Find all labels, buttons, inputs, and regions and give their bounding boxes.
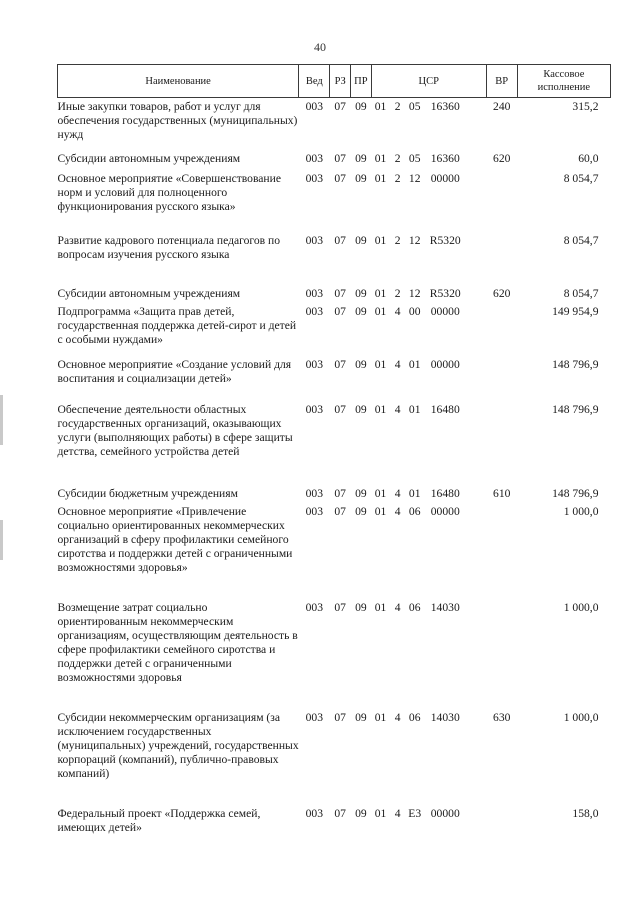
row-name: Основное мероприятие «Совершенствование норм и условий для полноценного функционирования русского языка»	[57, 171, 281, 213]
row-csr-program: 01	[374, 304, 387, 318]
row-amount: 8 054,7	[563, 171, 599, 185]
row-spacer	[466, 711, 486, 807]
row-csr-program: 01	[374, 600, 387, 614]
row-vr	[486, 807, 517, 857]
row-name: Субсидии некоммерческим организациям (за исключением государственных (муниципальных) учреждений, государственных корпораций (компаний), публично-правовых компаний)	[57, 710, 299, 780]
row-csr-subprogram: 2	[394, 286, 401, 300]
row-spacer	[466, 287, 486, 305]
row-name: Подпрограмма «Защита прав детей, государственная поддержка детей-сирот и детей с особыми нуждами»	[57, 304, 297, 346]
row-rz: 07	[334, 402, 346, 416]
row-csr-event: Е3	[408, 806, 422, 820]
row-spacer	[466, 172, 486, 234]
row-csr-direction: R5320	[429, 286, 461, 300]
row-csr-program: 01	[374, 504, 387, 518]
row-name: Обеспечение деятельности областных государственных организаций, оказывающих услуги (выполняющих работы) в сфере защиты детства, семейного устройства детей	[57, 402, 293, 458]
row-pr: 09	[355, 806, 367, 820]
row-amount: 8 054,7	[563, 286, 599, 300]
row-vr: 630	[493, 710, 511, 724]
row-name: Основное мероприятие «Привлечение социально ориентированных некоммерческих организаций в сферу профилактики семейного сиротства и поддержки детей с ограниченными возможностями здоровья»	[57, 504, 293, 574]
row-csr-program: 01	[374, 100, 387, 113]
row-csr-direction: 16480	[430, 486, 460, 500]
row-ved: 003	[305, 806, 323, 820]
row-ved: 003	[305, 233, 323, 247]
table-row	[58, 234, 611, 287]
row-rz: 07	[334, 357, 346, 371]
row-name: Иные закупки товаров, работ и услуг для обеспечения государственных (муниципальных) нужд	[57, 100, 298, 141]
row-spacer	[466, 358, 486, 403]
row-name: Субсидии автономным учреждениям	[57, 151, 241, 165]
header-amount: Кассовое исполнение	[517, 65, 610, 98]
row-ved: 003	[305, 402, 323, 416]
row-vr: 240	[493, 100, 511, 113]
row-rz: 07	[334, 600, 346, 614]
row-amount: 158,0	[572, 806, 599, 820]
table-row	[58, 487, 611, 505]
row-csr-subprogram: 2	[394, 171, 401, 185]
row-amount: 1 000,0	[563, 504, 599, 518]
header-name: Наименование	[58, 65, 299, 98]
row-vr: 610	[493, 486, 511, 500]
row-csr-subprogram: 4	[394, 304, 401, 318]
row-ved: 003	[305, 100, 323, 113]
row-csr-subprogram: 4	[394, 600, 401, 614]
page-number: 40	[314, 40, 326, 54]
header-csr: ЦСР	[371, 65, 486, 98]
row-csr-event: 12	[408, 286, 421, 300]
scan-edge-mark	[0, 520, 3, 560]
row-csr-direction: 14030	[430, 710, 460, 724]
row-vr: 620	[493, 286, 511, 300]
row-pr: 09	[355, 402, 367, 416]
row-csr-event: 00	[408, 304, 421, 318]
table-row	[58, 172, 611, 234]
row-ved: 003	[305, 171, 323, 185]
table-row	[58, 711, 611, 807]
row-amount: 60,0	[578, 151, 599, 165]
row-name: Субсидии бюджетным учреждениям	[57, 486, 238, 500]
row-csr-event: 01	[408, 402, 421, 416]
row-rz: 07	[334, 286, 346, 300]
row-amount: 148 796,9	[552, 357, 599, 371]
row-vr	[486, 234, 517, 287]
row-ved: 003	[305, 486, 323, 500]
row-vr	[486, 403, 517, 487]
row-amount: 148 796,9	[552, 402, 599, 416]
row-csr-program: 01	[374, 486, 387, 500]
row-vr	[486, 172, 517, 234]
row-spacer	[466, 98, 486, 152]
row-pr: 09	[355, 710, 367, 724]
row-amount: 148 796,9	[552, 486, 599, 500]
row-csr-direction: 00000	[430, 504, 460, 518]
row-pr: 09	[355, 600, 367, 614]
row-pr: 09	[355, 504, 367, 518]
row-rz: 07	[334, 233, 346, 247]
row-csr-program: 01	[374, 357, 387, 371]
row-csr-subprogram: 4	[394, 710, 401, 724]
row-amount: 315,2	[572, 100, 599, 113]
row-csr-subprogram: 2	[394, 151, 401, 165]
row-rz: 07	[334, 710, 346, 724]
table-row	[58, 98, 611, 152]
row-ved: 003	[305, 600, 323, 614]
row-spacer	[466, 487, 486, 505]
row-csr-program: 01	[374, 806, 387, 820]
row-ved: 003	[305, 357, 323, 371]
row-ved: 003	[305, 504, 323, 518]
row-rz: 07	[334, 304, 346, 318]
row-name: Субсидии автономным учреждениям	[57, 286, 241, 300]
table-header-row	[58, 65, 611, 98]
row-amount: 1 000,0	[563, 600, 599, 614]
row-csr-direction: 16360	[430, 100, 460, 113]
row-pr: 09	[355, 286, 367, 300]
row-vr	[486, 505, 517, 601]
table-row	[58, 807, 611, 857]
row-csr-direction: 00000	[430, 357, 460, 371]
budget-execution-table	[57, 64, 611, 857]
row-spacer	[466, 305, 486, 358]
row-spacer	[466, 601, 486, 711]
row-csr-direction: 00000	[430, 304, 460, 318]
row-rz: 07	[334, 806, 346, 820]
row-spacer	[466, 234, 486, 287]
scan-edge-mark	[0, 395, 3, 445]
row-csr-program: 01	[374, 402, 387, 416]
row-amount: 149 954,9	[552, 304, 599, 318]
table-row	[58, 403, 611, 487]
row-vr	[486, 358, 517, 403]
row-pr: 09	[355, 233, 367, 247]
row-csr-program: 01	[374, 151, 387, 165]
row-vr	[486, 305, 517, 358]
row-csr-direction: 16480	[430, 402, 460, 416]
row-ved: 003	[305, 710, 323, 724]
row-name: Федеральный проект «Поддержка семей, имеющих детей»	[57, 806, 261, 834]
row-csr-subprogram: 4	[394, 806, 401, 820]
row-csr-event: 06	[408, 710, 421, 724]
row-csr-direction: 00000	[430, 171, 460, 185]
table-row	[58, 358, 611, 403]
row-csr-event: 01	[408, 357, 421, 371]
row-pr: 09	[355, 100, 367, 113]
table-row	[58, 601, 611, 711]
row-vr: 620	[493, 151, 511, 165]
row-csr-event: 12	[408, 171, 421, 185]
header-pr: ПР	[351, 65, 372, 98]
row-rz: 07	[334, 100, 346, 113]
table-row	[58, 305, 611, 358]
row-csr-direction: R5320	[429, 233, 461, 247]
row-vr	[486, 601, 517, 711]
row-pr: 09	[355, 151, 367, 165]
row-pr: 09	[355, 304, 367, 318]
row-csr-direction: 16360	[430, 151, 460, 165]
row-csr-subprogram: 4	[394, 486, 401, 500]
table-row	[58, 505, 611, 601]
row-csr-subprogram: 2	[394, 100, 401, 113]
row-ved: 003	[305, 151, 323, 165]
row-csr-program: 01	[374, 233, 387, 247]
row-rz: 07	[334, 486, 346, 500]
header-vr: ВР	[486, 65, 517, 98]
row-spacer	[466, 403, 486, 487]
row-csr-subprogram: 4	[394, 504, 401, 518]
row-rz: 07	[334, 504, 346, 518]
row-name: Основное мероприятие «Создание условий для воспитания и социализации детей»	[57, 357, 292, 385]
row-csr-event: 05	[408, 100, 421, 113]
row-csr-subprogram: 2	[394, 233, 401, 247]
row-pr: 09	[355, 171, 367, 185]
row-csr-event: 06	[408, 504, 421, 518]
row-rz: 07	[334, 171, 346, 185]
row-csr-event: 12	[408, 233, 421, 247]
row-csr-event: 01	[408, 486, 421, 500]
row-amount: 8 054,7	[563, 233, 599, 247]
row-csr-program: 01	[374, 171, 387, 185]
row-csr-event: 05	[408, 151, 421, 165]
row-name: Возмещение затрат социально ориентированным некоммерческим организациям, осуществляющим деятельность в сфере профилактики семейного сиротства и поддержки детей с ограниченными возможностями здоровья	[57, 600, 298, 684]
row-csr-subprogram: 4	[394, 357, 401, 371]
row-ved: 003	[305, 304, 323, 318]
table-row	[58, 152, 611, 172]
row-csr-program: 01	[374, 710, 387, 724]
row-csr-program: 01	[374, 286, 387, 300]
row-pr: 09	[355, 357, 367, 371]
row-csr-subprogram: 4	[394, 402, 401, 416]
row-rz: 07	[334, 151, 346, 165]
header-rz: РЗ	[330, 65, 351, 98]
row-csr-event: 06	[408, 600, 421, 614]
row-spacer	[466, 807, 486, 857]
row-spacer	[466, 505, 486, 601]
header-ved: Вед	[299, 65, 330, 98]
row-csr-direction: 00000	[430, 806, 460, 820]
row-name: Развитие кадрового потенциала педагогов по вопросам изучения русского языка	[57, 233, 281, 261]
row-spacer	[466, 152, 486, 172]
row-amount: 1 000,0	[563, 710, 599, 724]
row-ved: 003	[305, 286, 323, 300]
row-csr-direction: 14030	[430, 600, 460, 614]
table-row	[58, 287, 611, 305]
row-pr: 09	[355, 486, 367, 500]
